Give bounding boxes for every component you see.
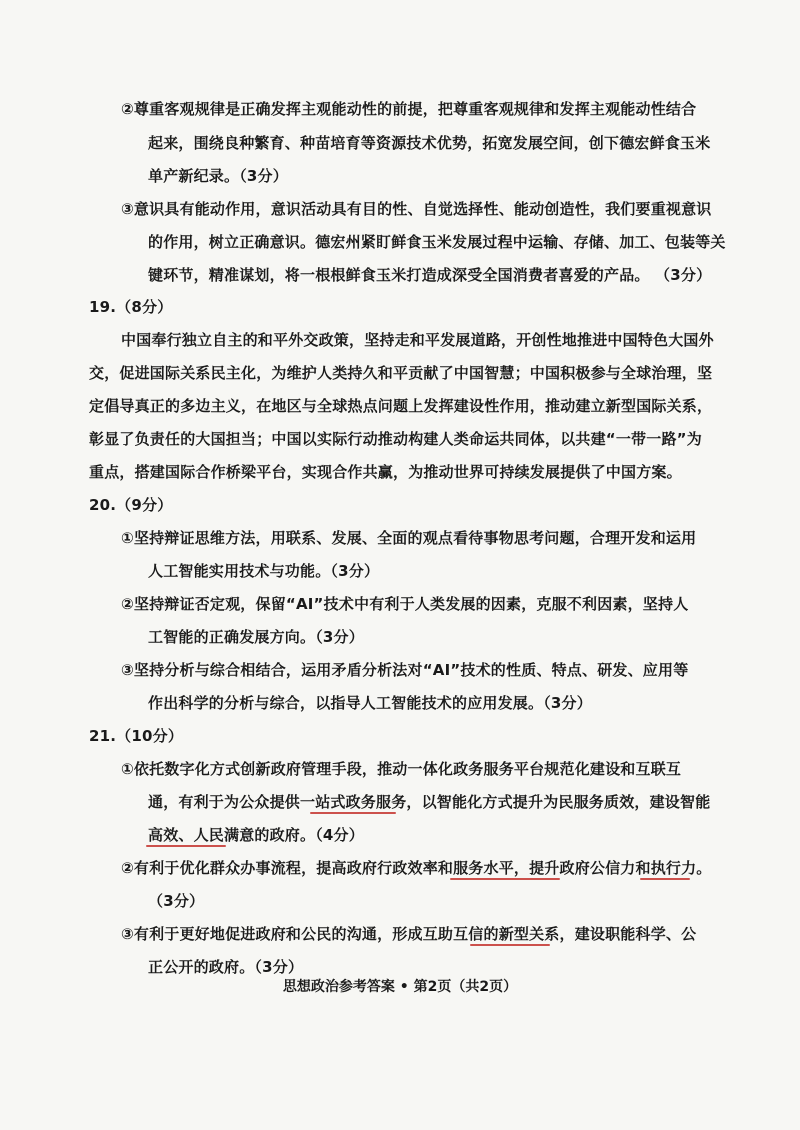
answer-line: 人工智能实用技术与功能。（3分）	[148, 562, 380, 580]
answer-line: ③坚持分析与综合相结合，运用矛盾分析法对“AI”技术的性质、特点、研发、应用等	[121, 661, 689, 679]
question-heading: 19.（8分）	[89, 298, 173, 316]
question-heading: 21.（10分）	[89, 727, 184, 745]
red-underline-mark	[640, 878, 690, 880]
answer-line: ①依托数字化方式创新政府管理手段，推动一体化政务服务平台规范化建设和互联互	[121, 760, 682, 778]
answer-line: 通，有利于为公众提供一站式政务服务，以智能化方式提升为民服务质效，建设智能	[148, 793, 711, 811]
answer-line: 键环节，精准谋划，将一根根鲜食玉米打造成深受全国消费者喜爱的产品。 （3分）	[148, 266, 712, 284]
answer-line: 中国奉行独立自主的和平外交政策，坚持走和平发展道路，开创性地推进中国特色大国外	[121, 331, 714, 349]
answer-line: 交，促进国际关系民主化，为维护人类持久和平贡献了中国智慧；中国积极参与全球治理，坚	[89, 364, 713, 382]
page-footer: 思想政治参考答案 • 第2页（共2页）	[282, 979, 518, 995]
answer-line: 高效、人民满意的政府。（4分）	[148, 826, 364, 844]
red-underline-mark	[310, 812, 396, 814]
red-underline-mark	[470, 944, 550, 946]
question-heading: 20.（9分）	[89, 496, 173, 514]
answer-line: 单产新纪录。（3分）	[148, 167, 288, 185]
answer-line: 重点，搭建国际合作桥梁平台，实现合作共赢，为推动世界可持续发展提供了中国方案。	[89, 463, 682, 481]
answer-line: 定倡导真正的多边主义，在地区与全球热点问题上发挥建设性作用，推动建立新型国际关系，	[89, 397, 713, 415]
answer-line: 作出科学的分析与综合，以指导人工智能技术的应用发展。（3分）	[148, 694, 592, 712]
answer-line: ②有利于优化群众办事流程，提高政府行政效率和服务水平，提升政府公信力和执行力。	[121, 859, 712, 877]
answer-line: ②尊重客观规律是正确发挥主观能动性的前提，把尊重客观规律和发挥主观能动性结合	[121, 100, 697, 118]
answer-line: （3分）	[148, 892, 205, 910]
answer-line: 工智能的正确发展方向。（3分）	[148, 628, 364, 646]
answer-line: ③意识具有能动作用，意识活动具有目的性、自觉选择性、能动创造性，我们要重视意识	[121, 200, 712, 218]
answer-line: ③有利于更好地促进政府和公民的沟通，形成互助互信的新型关系，建设职能科学、公	[121, 925, 697, 943]
red-underline-mark	[450, 878, 560, 880]
answer-line: 起来，围绕良种繁育、种苗培育等资源技术优势，拓宽发展空间，创下德宏鲜食玉米	[148, 134, 711, 152]
answer-line: ①坚持辩证思维方法，用联系、发展、全面的观点看待事物思考问题，合理开发和运用	[121, 529, 697, 547]
answer-line: 的作用，树立正确意识。德宏州紧盯鲜食玉米发展过程中运输、存储、加工、包装等关	[148, 233, 726, 251]
answer-line: 正公开的政府。（3分）	[148, 958, 304, 976]
answer-line: 彰显了负责任的大国担当；中国以实际行动推动构建人类命运共同体，以共建“一带一路”为	[89, 430, 702, 448]
red-underline-mark	[146, 845, 226, 847]
answer-line: ②坚持辩证否定观，保留“AI”技术中有利于人类发展的因素，克服不利因素，坚持人	[121, 595, 689, 613]
